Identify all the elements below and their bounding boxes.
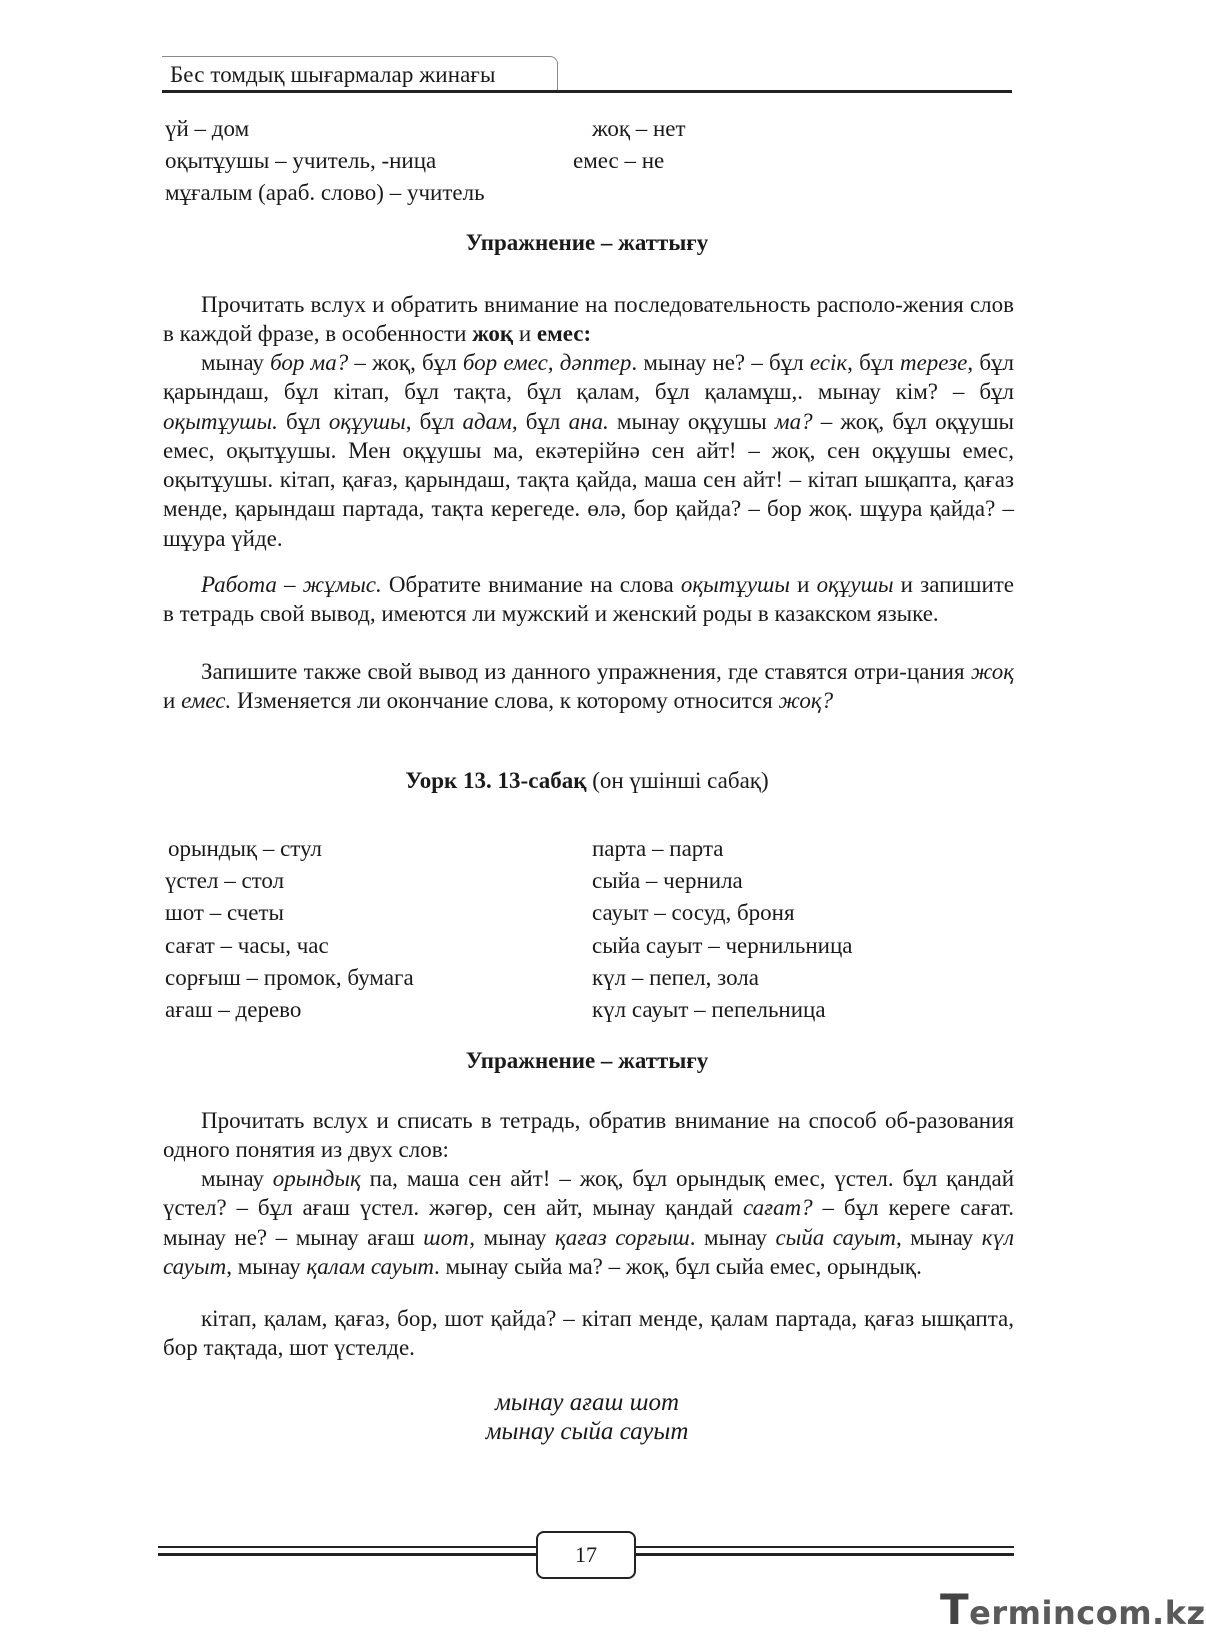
vocab2-right-item: сыйа сауыт – чернильница	[592, 933, 853, 958]
text-run: оқытұушы.	[163, 408, 278, 434]
section1-paragraph-4	[163, 657, 1014, 716]
text-run: емес.	[181, 688, 232, 714]
text-run: жоқ?	[778, 688, 834, 714]
section2-paragraph-1: Прочитать вслух и списать в тетрадь, обратив внимание на способ об-разования одного понятия из двух слов:	[163, 1108, 1014, 1163]
text-run: – жоқ, бұл оқұушы емес, оқытұушы. Мен оқұушы ма, екәтерійнә сен айт! – жоқ, сен оқұушы емес, оқытұушы. кітап, қағаз, қарындаш, тақта қайда, маша сен айт! – кітап ышқапта, қағаз менде, қарындаш партада, тақта керегеде. өлә, бор қайда? – бор жоқ. шұура қайда? – шұура үйде.	[163, 408, 1014, 551]
text-run: Запишите также свой вывод из данного упражнения, где ставятся отри-цания	[201, 659, 971, 684]
section2-paragraph-3: кітап, қалам, қағаз, бор, шот қайда? – кітап менде, қалам партада, қағаз ышқапта, бор тақтада, шот үстелде.	[163, 1306, 1014, 1361]
text-run: бор емес, дәптер	[462, 350, 632, 375]
text-run: сағат?	[742, 1195, 813, 1221]
vocab1-right-0: жоқ – нет	[592, 116, 686, 141]
vocab1-left-0: үй – дом	[165, 116, 250, 141]
text-run: оқұушы	[816, 572, 894, 597]
vocab2-right-item: сыйа – чернила	[592, 868, 743, 893]
vocab1-left-1: оқытұушы – учитель, -ница	[165, 148, 437, 173]
text-run: . мынау сыйа ма? – жоқ, бұл сыйа емес, орындық.	[434, 1253, 922, 1279]
text-run: жоқ	[970, 659, 1014, 684]
running-header	[162, 52, 1012, 96]
text-run: ана.	[568, 408, 609, 434]
text-run: Обратите внимание на слова	[381, 572, 681, 597]
vocab2-right-item: күл сауыт – пепельница	[592, 997, 826, 1022]
watermark-text: ermincom.kz	[969, 1594, 1206, 1632]
text-run: терезе	[899, 350, 968, 375]
vocab1-left-2: мұғалым (араб. слово) – учитель	[165, 180, 485, 205]
text-run: и	[163, 688, 182, 714]
lesson-heading	[162, 768, 1012, 794]
header-title: Бес томдық шығармалар жинағы	[170, 62, 496, 87]
text-run: , бұл қарындаш, бұл кітап, бұл тақта, бұл қалам, бұл қаламұш,. мынау кім? – бұл	[163, 350, 1015, 405]
p1-bold-jok: жоқ	[472, 321, 514, 347]
vocab2-right-item: парта – парта	[592, 836, 724, 861]
header-rule	[162, 90, 1012, 93]
text-run: и	[790, 572, 817, 597]
text-run: – жоқ, бұл	[348, 350, 463, 375]
text-run: мынау	[475, 1224, 555, 1250]
text-run: оқытұушы	[680, 572, 790, 597]
lesson-heading-bold: Уорк 13. 13-сабақ	[405, 768, 587, 793]
text-run: , бұл	[847, 350, 900, 375]
vocab1-right-1: емес – не	[573, 148, 665, 173]
vocab2-left-item: сағат – часы, час	[165, 933, 329, 958]
vocab2-left-item: шот – счеты	[165, 900, 284, 925]
text-run: орындық	[272, 1166, 361, 1191]
section1-paragraph-3	[163, 570, 1014, 629]
text-run: Изменяется ли окончание слова, к которому относится	[231, 688, 779, 714]
text-run: оқұушы	[328, 408, 406, 434]
vocab2-left-item: ағаш – дерево	[165, 997, 302, 1022]
text-run: қалам сауыт	[306, 1253, 435, 1279]
text-run: , мынау	[896, 1224, 982, 1250]
text-run: – бұл кереге сағат. мынау не? – мынау ағаш	[163, 1195, 1014, 1250]
centered-italic-line-2: мынау сыйа сауыт	[485, 1418, 689, 1445]
text-run: сыйа сауыт	[775, 1224, 897, 1250]
text-run: ма?	[774, 408, 813, 434]
text-run: бұл	[517, 408, 569, 434]
text-run: күл сауыт	[163, 1224, 1015, 1279]
section2-heading: Упражнение – жаттығу	[465, 1048, 709, 1073]
text-run: , бұл	[405, 408, 463, 434]
section1-heading: Упражнение – жаттығу	[465, 230, 709, 255]
page-number: 17	[536, 1531, 636, 1579]
watermark-prefix: T	[940, 1585, 970, 1634]
text-run: и запишите в тетрадь свой вывод, имеются ли мужский и женский роды в казакском языке.	[163, 572, 1015, 627]
watermark-logo	[940, 1585, 1206, 1634]
p1-text-a: Прочитать вслух и обратить внимание на последовательность располо-жения слов в каждой фразе, в особенности	[163, 292, 1014, 347]
text-run: мынау	[201, 350, 271, 375]
vocab2-right-item: күл – пепел, зола	[592, 965, 759, 990]
section2-paragraph-2	[163, 1164, 1014, 1281]
text-run: бұл	[277, 408, 329, 434]
p1-bold-emes: емес:	[536, 321, 592, 347]
section1-paragraph-2	[163, 348, 1014, 553]
text-run: мынау	[201, 1166, 273, 1191]
text-run: , мынау	[226, 1253, 307, 1279]
text-run: мынау оқұушы	[608, 408, 775, 434]
centered-italic-line-1: мынау ағаш шот	[494, 1389, 680, 1416]
vocab2-left-item: үстел – стол	[165, 868, 285, 893]
text-run: шот,	[423, 1224, 476, 1250]
text-run: адам,	[462, 408, 518, 434]
text-run: есік	[809, 350, 848, 375]
text-run: па, маша сен айт! – жоқ, бұл орындық емес, үстел. бұл қандай үстел? – бұл ағаш үстел. жәгөр, сен айт, мынау қандай	[163, 1166, 1014, 1221]
lesson-heading-normal: (он үшінші сабақ)	[586, 768, 769, 793]
text-run: . мынау	[689, 1224, 776, 1250]
text-run: Работа – жұмыс.	[201, 572, 382, 597]
text-run: қағаз сорғыш	[554, 1224, 690, 1250]
p1-text-c: и	[513, 321, 537, 347]
text-run: . мынау не? – бұл	[631, 350, 810, 375]
vocab2-right-item: сауыт – сосуд, броня	[592, 900, 795, 925]
vocab2-left-item: орындық – стул	[168, 836, 323, 861]
text-run: бор ма?	[270, 350, 349, 375]
section1-paragraph-1	[163, 290, 1014, 349]
vocab2-left-item: сорғыш – промок, бумага	[165, 965, 414, 990]
